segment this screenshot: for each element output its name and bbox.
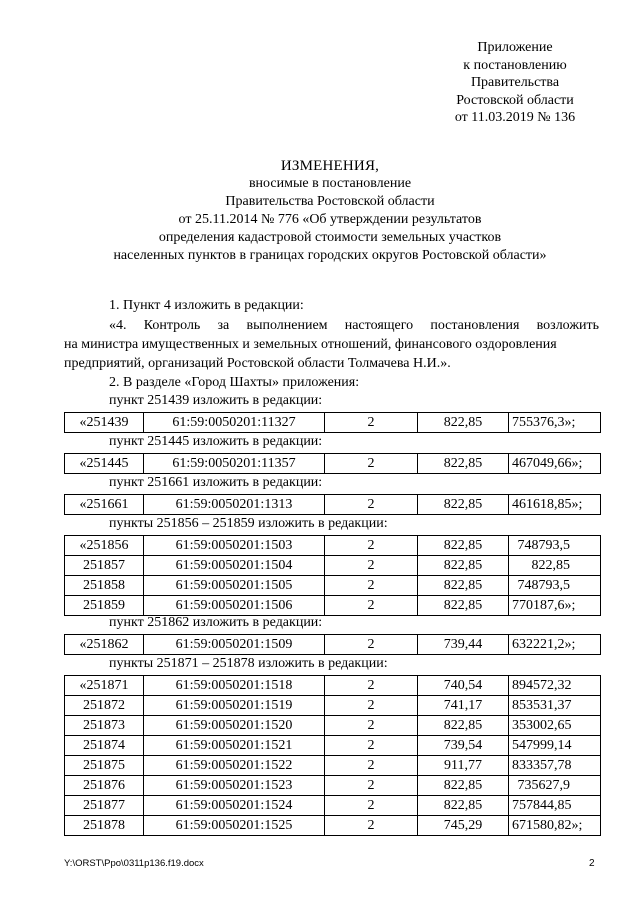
plot-number-cell: 251859 — [65, 596, 144, 616]
title-line: от 25.11.2014 № 776 «Об утверждении результатов — [178, 212, 482, 227]
section-heading: пункты 251856 – 251859 изложить в редакции: — [109, 516, 388, 531]
footer-file-path: Y:\ORST\Ppo\0311p136.f19.docx — [64, 858, 204, 869]
item-1: 1. Пункт 4 изложить в редакции: — [109, 298, 304, 313]
item-2: 2. В разделе «Город Шахты» приложения: — [109, 375, 360, 390]
plot-number-cell: «251661 — [65, 495, 144, 515]
plots-table — [64, 675, 601, 836]
plot-number-cell: 251877 — [65, 796, 144, 816]
cadastral-number-cell: 61:59:0050201:1525 — [144, 816, 325, 836]
plots-table — [64, 494, 601, 515]
cadastral-number-cell: 61:59:0050201:11327 — [144, 413, 325, 433]
cadastral-value-cell: 822,85 — [509, 556, 601, 576]
plot-number-cell: «251439 — [65, 413, 144, 433]
plots-table — [64, 412, 601, 433]
cadastral-value-cell: 853531,37 — [509, 696, 601, 716]
cadastral-number-cell: 61:59:0050201:1520 — [144, 716, 325, 736]
quote-line: «4. Контроль за выполнением настоящего постановления возложить — [109, 318, 599, 333]
cadastral-number-cell: 61:59:0050201:1522 — [144, 756, 325, 776]
cadastral-value-cell: 755376,3»; — [509, 413, 601, 433]
group-cell: 2 — [325, 596, 418, 616]
section-heading: пункт 251862 изложить в редакции: — [109, 615, 323, 630]
cadastral-number-cell: 61:59:0050201:1509 — [144, 635, 325, 655]
plot-number-cell: 251873 — [65, 716, 144, 736]
cadastral-number-cell: 61:59:0050201:1524 — [144, 796, 325, 816]
plot-number-cell: «251862 — [65, 635, 144, 655]
quote-line: предприятий, организаций Ростовской области Толмачева Н.И.». — [64, 356, 451, 371]
group-cell: 2 — [325, 696, 418, 716]
cadastral-value-cell: 748793,5 — [509, 576, 601, 596]
plots-table — [64, 634, 601, 655]
group-cell: 2 — [325, 536, 418, 556]
cadastral-value-cell: 461618,85»; — [509, 495, 601, 515]
title-line: населенных пунктов в границах городских округов Ростовской области» — [113, 248, 547, 263]
plot-number-cell: «251856 — [65, 536, 144, 556]
table-row — [65, 495, 601, 515]
plot-number-cell: 251857 — [65, 556, 144, 576]
specific-value-cell: 822,85 — [418, 413, 509, 433]
table-row — [65, 696, 601, 716]
table-row — [65, 676, 601, 696]
group-cell: 2 — [325, 495, 418, 515]
plot-number-cell: 251875 — [65, 756, 144, 776]
section-heading: пункт 251445 изложить в редакции: — [109, 434, 323, 449]
cadastral-number-cell: 61:59:0050201:11357 — [144, 454, 325, 474]
specific-value-cell: 822,85 — [418, 596, 509, 616]
specific-value-cell: 822,85 — [418, 556, 509, 576]
table-row — [65, 536, 601, 556]
cadastral-value-cell: 547999,14 — [509, 736, 601, 756]
group-cell: 2 — [325, 756, 418, 776]
cadastral-number-cell: 61:59:0050201:1518 — [144, 676, 325, 696]
section-heading: пункт 251661 изложить в редакции: — [109, 475, 323, 490]
cadastral-value-cell: 671580,82»; — [509, 816, 601, 836]
group-cell: 2 — [325, 635, 418, 655]
specific-value-cell: 740,54 — [418, 676, 509, 696]
specific-value-cell: 822,85 — [418, 536, 509, 556]
table-row — [65, 816, 601, 836]
section-heading: пункты 251871 – 251878 изложить в редакции: — [109, 656, 388, 671]
group-cell: 2 — [325, 556, 418, 576]
group-cell: 2 — [325, 413, 418, 433]
document-title — [60, 157, 600, 265]
cadastral-value-cell: 748793,5 — [509, 536, 601, 556]
group-cell: 2 — [325, 736, 418, 756]
group-cell: 2 — [325, 796, 418, 816]
table-row — [65, 756, 601, 776]
quote-line: на министра имущественных и земельных отношений, финансового оздоровления — [64, 337, 557, 352]
appendix-line: Приложение — [477, 40, 553, 55]
specific-value-cell: 822,85 — [418, 454, 509, 474]
cadastral-number-cell: 61:59:0050201:1519 — [144, 696, 325, 716]
specific-value-cell: 741,17 — [418, 696, 509, 716]
table-row — [65, 736, 601, 756]
cadastral-number-cell: 61:59:0050201:1505 — [144, 576, 325, 596]
cadastral-number-cell: 61:59:0050201:1503 — [144, 536, 325, 556]
specific-value-cell: 739,44 — [418, 635, 509, 655]
table-row — [65, 796, 601, 816]
table-row — [65, 596, 601, 616]
group-cell: 2 — [325, 576, 418, 596]
plot-number-cell: 251878 — [65, 816, 144, 836]
plot-number-cell: «251445 — [65, 454, 144, 474]
group-cell: 2 — [325, 676, 418, 696]
cadastral-number-cell: 61:59:0050201:1313 — [144, 495, 325, 515]
table-row — [65, 635, 601, 655]
plot-number-cell: 251876 — [65, 776, 144, 796]
cadastral-value-cell: 833357,78 — [509, 756, 601, 776]
cadastral-number-cell: 61:59:0050201:1521 — [144, 736, 325, 756]
table-row — [65, 576, 601, 596]
table-row — [65, 776, 601, 796]
plots-table — [64, 453, 601, 474]
title-heading: ИЗМЕНЕНИЯ, — [280, 158, 380, 174]
cadastral-value-cell: 770187,6»; — [509, 596, 601, 616]
appendix-line: Правительства — [470, 75, 560, 90]
cadastral-value-cell: 467049,66»; — [509, 454, 601, 474]
section-heading: пункт 251439 изложить в редакции: — [109, 393, 323, 408]
group-cell: 2 — [325, 716, 418, 736]
group-cell: 2 — [325, 816, 418, 836]
group-cell: 2 — [325, 454, 418, 474]
plot-number-cell: 251874 — [65, 736, 144, 756]
cadastral-value-cell: 735627,9 — [509, 776, 601, 796]
specific-value-cell: 745,29 — [418, 816, 509, 836]
table-row — [65, 454, 601, 474]
plot-number-cell: 251858 — [65, 576, 144, 596]
page-number: 2 — [589, 858, 595, 869]
cadastral-number-cell: 61:59:0050201:1523 — [144, 776, 325, 796]
cadastral-value-cell: 353002,65 — [509, 716, 601, 736]
plot-number-cell: 251872 — [65, 696, 144, 716]
cadastral-number-cell: 61:59:0050201:1506 — [144, 596, 325, 616]
cadastral-number-cell: 61:59:0050201:1504 — [144, 556, 325, 576]
specific-value-cell: 822,85 — [418, 495, 509, 515]
specific-value-cell: 822,85 — [418, 576, 509, 596]
specific-value-cell: 822,85 — [418, 776, 509, 796]
specific-value-cell: 822,85 — [418, 716, 509, 736]
table-row — [65, 413, 601, 433]
appendix-line: от 11.03.2019 № 136 — [454, 110, 576, 125]
specific-value-cell: 911,77 — [418, 756, 509, 776]
plot-number-cell: «251871 — [65, 676, 144, 696]
specific-value-cell: 822,85 — [418, 796, 509, 816]
cadastral-value-cell: 757844,85 — [509, 796, 601, 816]
specific-value-cell: 739,54 — [418, 736, 509, 756]
title-line: Правительства Ростовской области — [225, 194, 435, 209]
appendix-line: Ростовской области — [456, 92, 574, 108]
appendix-line: к постановлению — [463, 57, 567, 73]
plots-table — [64, 535, 601, 616]
title-line: вносимые в постановление — [248, 176, 412, 191]
table-row — [65, 716, 601, 736]
title-line: определения кадастровой стоимости земельных участков — [158, 230, 502, 245]
group-cell: 2 — [325, 776, 418, 796]
cadastral-value-cell: 632221,2»; — [509, 635, 601, 655]
appendix-block — [420, 39, 610, 127]
table-row — [65, 556, 601, 576]
cadastral-value-cell: 894572,32 — [509, 676, 601, 696]
